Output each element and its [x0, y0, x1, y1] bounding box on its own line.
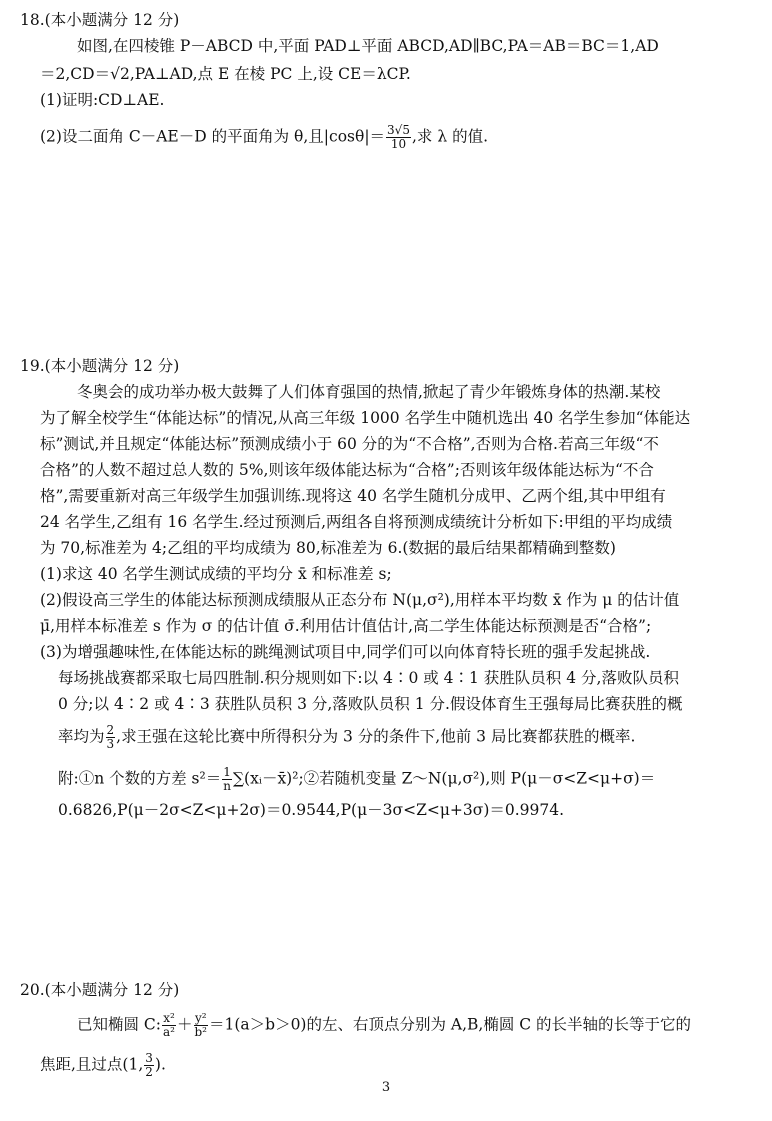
q18-line2: ＝2,CD＝√2,PA⊥AD,点 E 在棱 PC 上,设 CE＝λCP.	[40, 65, 411, 83]
q19-p3-fraction	[106, 724, 116, 751]
q19-p3-text-b: ,求王强在这轮比赛中所得积分为 3 分的条件下,他前 3 局比赛都获胜的概率.	[116, 727, 636, 746]
q19-header: 19.(本小题满分 12 分)	[20, 357, 180, 375]
q19-note-frac-den: n	[223, 779, 231, 793]
q19-part3-line4	[58, 724, 635, 751]
q19-line-3: 合格”的人数不超过总人数的 5%,则该年级体能达标为“合格”;否则该年级体能达标为“不合	[40, 461, 654, 479]
q19-part3-line1: (3)为增强趣味性,在体能达标的跳绳测试项目中,同学们可以向体育特长班的强手发起挑战.	[40, 643, 651, 661]
q19-line-4: 格”,需要重新对高三年级学生加强训练.现将这 40 名学生随机分成甲、乙两个组,其中甲组有	[40, 487, 666, 505]
q19-part2-line1: (2)假设高三学生的体能达标预测成绩服从正态分布 N(μ,σ²),用样本平均数 x̄ 作为 μ 的估计值	[40, 591, 680, 609]
q20-point-den: 2	[145, 1065, 153, 1079]
q20-point-num: 3	[145, 1051, 153, 1065]
q20-text-a: 已知椭圆 C:	[77, 1015, 162, 1034]
q19-p3-text-a: 率均为	[58, 727, 105, 746]
q19-line-6: 为 70,标准差为 4;乙组的平均成绩为 80,标准差为 6.(数据的最后结果都精确到整数)	[40, 539, 616, 557]
q19-part3-line3: 0 分;以 4∶2 或 4∶3 获胜队员积 3 分,落败队员积 1 分.假设体育生王强每局比赛获胜的概	[58, 695, 683, 713]
q18-fraction	[386, 124, 411, 151]
q19-part2-line2: μ̄,用样本标准差 s 作为 σ 的估计值 σ̄.利用估计值估计,高二学生体能达标预测是否“合格”;	[40, 617, 652, 635]
q20-x-den: a²	[163, 1025, 175, 1039]
q19-line-5: 24 名学生,乙组有 16 名学生.经过预测后,两组各自将预测成绩统计分析如下:甲组的平均成绩	[40, 513, 673, 531]
q20-y-num: y²	[194, 1011, 207, 1025]
q19-note-text-a: 附:①n 个数的方差 s²＝	[58, 769, 222, 788]
q18-line1: 如图,在四棱锥 P－ABCD 中,平面 PAD⊥平面 ABCD,AD∥BC,PA＝AB＝BC＝1,AD	[77, 37, 659, 55]
page-number: 3	[381, 1080, 391, 1095]
q19-p3-frac-num: 2	[106, 723, 115, 737]
q20-plus: ＋	[176, 1015, 193, 1034]
q20-line2	[40, 1052, 166, 1079]
q19-p3-frac-den: 3	[106, 737, 115, 751]
q18-part2-text-b: ,求 λ 的值.	[411, 127, 489, 146]
q19-note-frac-num: 1	[223, 765, 231, 779]
q19-line-2: 标”测试,并且规定“体能达标”预测成绩小于 60 分的为“不合格”,否则为合格.若高三年级“不	[40, 435, 659, 453]
q20-point-fraction	[144, 1052, 154, 1079]
q19-note-line1	[58, 766, 655, 793]
q19-line-0: 冬奥会的成功举办极大鼓舞了人们体育强国的热情,掀起了青少年锻炼身体的热潮.某校	[77, 383, 661, 401]
q19-note-text-b: ∑(xᵢ－x̄)²;②若随机变量 Z～N(μ,σ²),则 P(μ－σ<Z<μ+σ)＝	[232, 769, 656, 788]
q20-text-b: ＝1(a＞b＞0)的左、右顶点分别为 A,B,椭圆 C 的长半轴的长等于它的	[209, 1015, 692, 1034]
q18-header: 18.(本小题满分 12 分)	[20, 11, 180, 29]
q18-frac-den: 10	[390, 137, 407, 151]
q19-part3-line2: 每场挑战赛都采取七局四胜制.积分规则如下:以 4∶0 或 4∶1 获胜队员积 4 分,落败队员积	[58, 669, 679, 687]
q20-x-fraction	[162, 1012, 176, 1039]
q20-l2-text-b: ).	[154, 1055, 166, 1074]
q19-line-1: 为了解全校学生“体能达标”的情况,从高三年级 1000 名学生中随机选出 40 名学生参加“体能达	[40, 409, 691, 427]
q19-note-line2: 0.6826,P(μ－2σ<Z<μ+2σ)＝0.9544,P(μ－3σ<Z<μ+3σ)＝0.9974.	[58, 801, 565, 819]
q18-part2	[40, 124, 488, 151]
q20-header: 20.(本小题满分 12 分)	[20, 981, 180, 999]
q19-note-fraction	[222, 766, 232, 793]
q19-part1: (1)求这 40 名学生测试成绩的平均分 x̄ 和标准差 s;	[40, 565, 392, 583]
q20-x-num: x²	[163, 1011, 175, 1025]
q18-frac-num: 3√5	[387, 123, 410, 137]
q20-y-den: b²	[194, 1025, 207, 1039]
q20-line1	[77, 1012, 691, 1039]
q18-part2-text-a: (2)设二面角 C－AE－D 的平面角为 θ,且|cosθ|＝	[40, 127, 386, 146]
q20-y-fraction	[194, 1012, 209, 1039]
q18-part1: (1)证明:CD⊥AE.	[40, 91, 165, 109]
q20-l2-text-a: 焦距,且过点(1,	[40, 1055, 144, 1074]
